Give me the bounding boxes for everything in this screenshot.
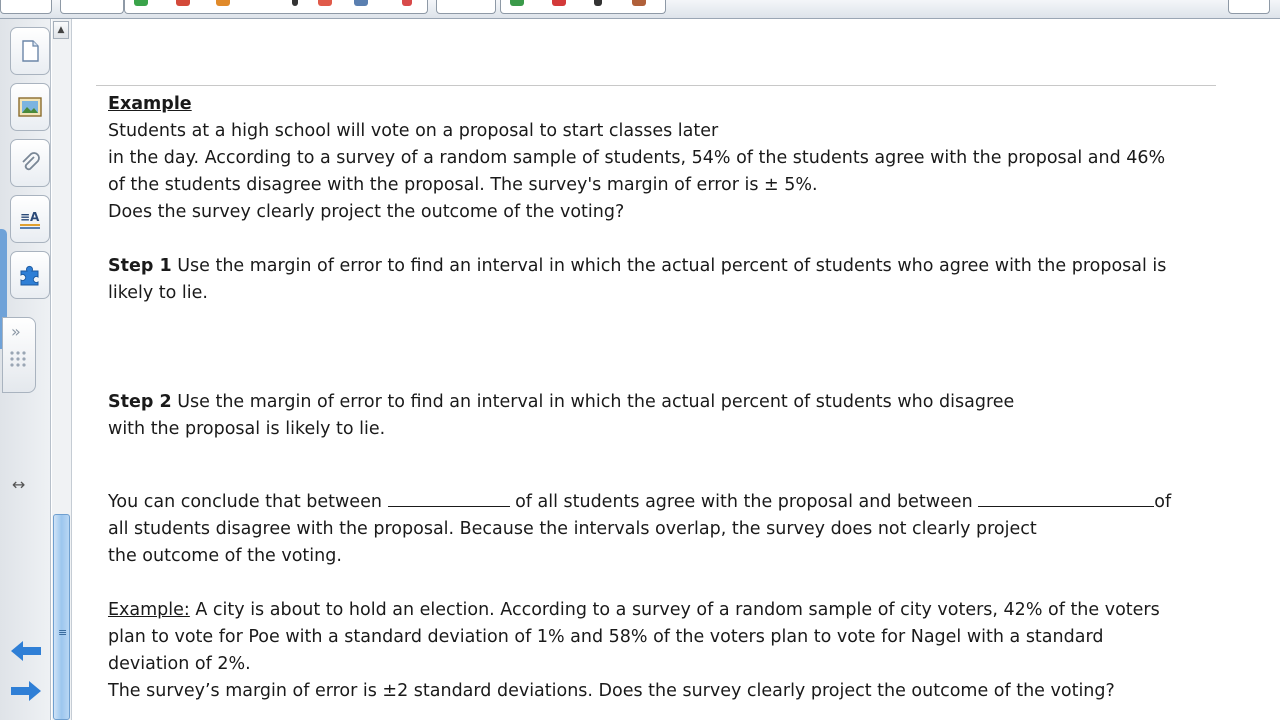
step-2-line-2: with the proposal is likely to lie. (108, 419, 386, 439)
dropdown-icon[interactable] (292, 0, 298, 6)
tab-attachments[interactable] (10, 139, 50, 187)
tab-add-ons[interactable] (10, 251, 50, 299)
color-icon[interactable] (510, 0, 524, 6)
screen-icon[interactable] (216, 0, 230, 6)
keypad-grid-icon (9, 350, 29, 372)
properties-icon (17, 207, 43, 231)
example-1-heading: Example (108, 94, 192, 114)
conclusion-part-3: of (1154, 492, 1172, 512)
example-2-block (108, 597, 1208, 705)
delete-icon[interactable] (318, 0, 332, 6)
table-icon[interactable] (354, 0, 368, 6)
toolbar-button-blank[interactable] (436, 0, 496, 14)
example-1-line-4: Does the survey clearly project the outcome of the voting? (108, 202, 625, 222)
conclusion-line-3: the outcome of the voting. (108, 546, 342, 566)
toolbar-button-options[interactable] (1228, 0, 1270, 14)
example-2-line-2: plan to vote for Poe with a standard deviation of 1% and 58% of the voters plan to vote for Nagel with a standard (108, 627, 1104, 647)
example-1-line-2: in the day. According to a survey of a random sample of students, 54% of the students agree with the proposal and 46% (108, 148, 1166, 168)
toolbar (0, 0, 1280, 19)
svg-text:≡A: ≡A (20, 210, 40, 224)
scroll-thumb[interactable] (53, 514, 70, 720)
step-2-line-1: Use the margin of error to find an interval in which the actual percent of students who disagree (171, 392, 1015, 412)
vertical-scrollbar[interactable] (52, 19, 72, 720)
blank-disagree-interval (978, 488, 1154, 507)
tab-gallery[interactable] (10, 83, 50, 131)
whiteboard-page[interactable] (72, 19, 1280, 720)
example-1-line-3: of the students disagree with the proposal. The survey's margin of error is ± 5%. (108, 175, 818, 195)
conclusion-part-1: You can conclude that between (108, 492, 388, 512)
gallery-icon[interactable] (632, 0, 646, 6)
undo-icon[interactable] (134, 0, 148, 6)
pen-icon[interactable] (552, 0, 566, 6)
tab-properties[interactable] (10, 195, 50, 243)
pointer-icon[interactable] (594, 0, 602, 6)
toolbar-button-open[interactable] (60, 0, 124, 14)
step-1-line-1: Use the margin of error to find an interval in which the actual percent of students who agree with the proposal is (171, 256, 1167, 276)
double-chevron-icon: » (11, 322, 21, 341)
gallery-image-icon (18, 97, 42, 117)
toolbar-button-group-edit[interactable] (124, 0, 428, 14)
blank-agree-interval (388, 488, 510, 507)
step-1-line-2: likely to lie. (108, 283, 208, 303)
conclusion-part-2: of all students agree with the proposal and between (509, 492, 979, 512)
scroll-up-button[interactable]: ▲ (53, 21, 69, 39)
example-2-line-4: The survey’s margin of error is ±2 standard deviations. Does the survey clearly project the outcome of the voting? (108, 681, 1115, 701)
redo-icon[interactable] (176, 0, 190, 6)
paperclip-icon (18, 151, 42, 175)
tab-page-sorter[interactable] (10, 27, 50, 75)
puzzle-icon (17, 263, 43, 287)
conclusion-line-2: all students disagree with the proposal. Because the intervals overlap, the survey does not clearly project (108, 519, 1037, 539)
example-1-line-1: Students at a high school will vote on a proposal to start classes later (108, 121, 719, 141)
example-2-heading: Example: (108, 600, 190, 620)
side-panel-more-button[interactable] (2, 317, 36, 393)
example-1-block (108, 91, 1208, 226)
clear-icon[interactable] (402, 0, 412, 6)
toolbar-button-new[interactable] (0, 0, 52, 14)
conclusion-block (108, 488, 1208, 570)
example-2-line-1: A city is about to hold an election. According to a survey of a random sample of city voters, 42% of the voters (189, 600, 1160, 620)
next-page-arrow-icon[interactable] (10, 680, 42, 702)
step-1-block (108, 253, 1208, 307)
resize-panel-icon[interactable]: ↔ (12, 475, 26, 494)
side-panel (0, 19, 51, 720)
previous-page-arrow-icon[interactable] (10, 640, 42, 662)
step-2-block (108, 389, 1208, 443)
grip-icon: ≡ (58, 626, 68, 639)
step-2-label: Step 2 (108, 392, 172, 412)
example-2-line-3: deviation of 2%. (108, 654, 251, 674)
page-divider (96, 85, 1216, 86)
page-icon (19, 39, 41, 63)
step-1-label: Step 1 (108, 256, 172, 276)
